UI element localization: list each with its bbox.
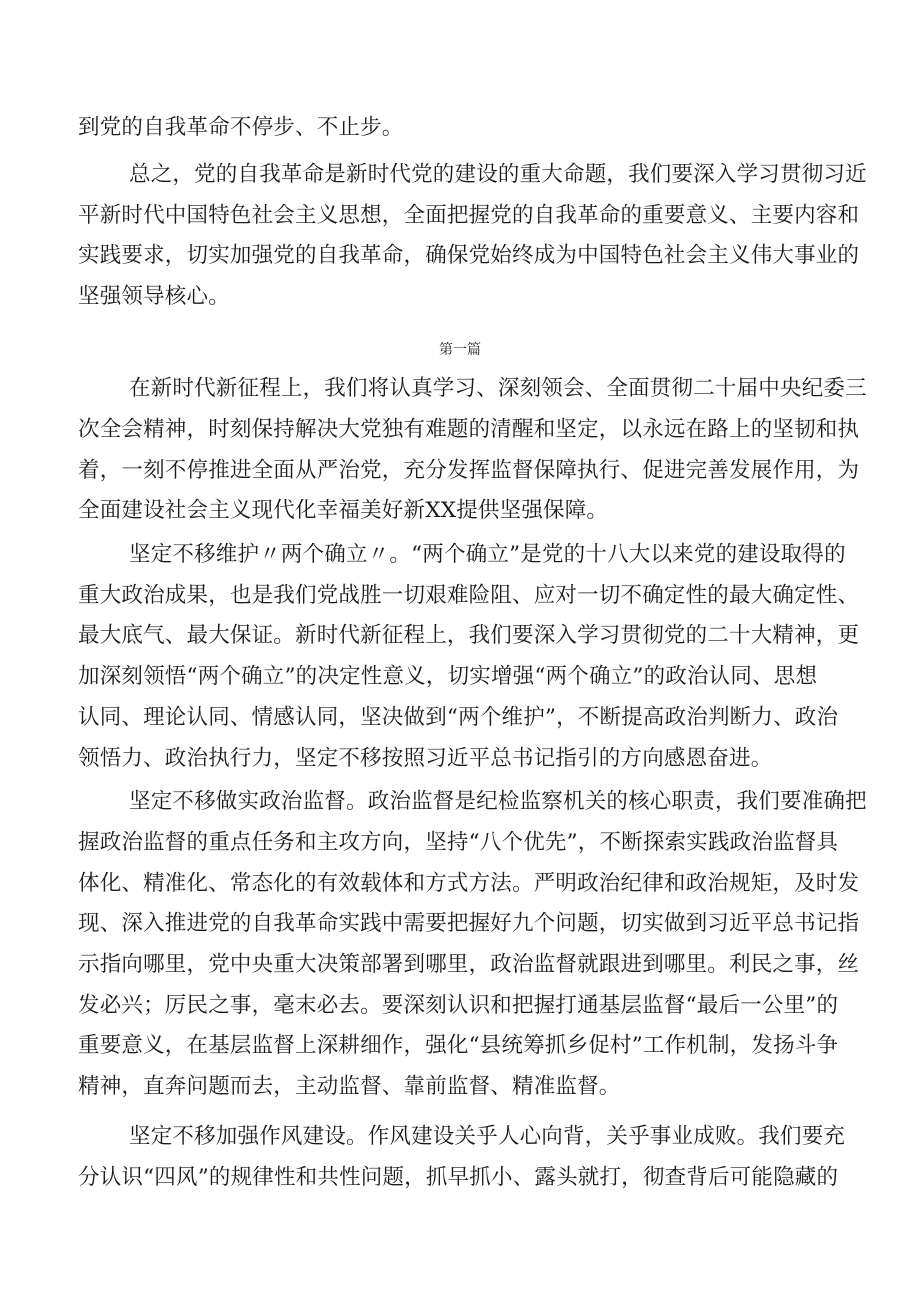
text-line: 重要意义，在基层监督上深耕细作，强化“县统筹抓乡促村”工作机制，发扬斗争 <box>78 1033 839 1058</box>
text-line: 最大底气、最大保证。新时代新征程上，我们要深入学习贯彻党的二十大精神，更 <box>78 623 860 648</box>
text-line: 坚强领导核心。 <box>78 284 230 309</box>
text-line: 加深刻领悟“两个确立”的决定性意义，切实增强“两个确立”的政治认同、思想 <box>78 664 818 689</box>
text-line: 坚定不移做实政治监督。政治监督是纪检监察机关的核心职责，我们要准确把 <box>129 789 867 814</box>
text-line: 全面建设社会主义现代化幸福美好新XX提供坚强保障。 <box>78 498 609 523</box>
text-line: 重大政治成果，也是我们党战胜一切艰难险阻、应对一切不确定性的最大确定性、 <box>78 583 860 608</box>
text-line: 握政治监督的重点任务和主攻方向，坚持“八个优先”，不断探索实践政治监督具 <box>78 830 839 855</box>
text-line: 发必兴；厉民之事，毫末必去。要深刻认识和把握打通基层监督“最后一公里”的 <box>78 993 839 1018</box>
text-line: 总之，党的自我革命是新时代党的建设的重大命题，我们要深入学习贯彻习近 <box>129 162 867 187</box>
text-line: 认同、理论认同、情感认同，坚决做到“两个维护”，不断提高政治判断力、政治 <box>78 705 839 730</box>
text-line: 领悟力、政治执行力，坚定不移按照习近平总书记指引的方向感恩奋进。 <box>78 746 773 771</box>
text-line: 实践要求，切实加强党的自我革命，确保党始终成为中国特色社会主义伟大事业的 <box>78 243 860 268</box>
text-line: 着，一刻不停推进全面从严治党，充分发挥监督保障执行、促进完善发展作用，为 <box>78 458 860 483</box>
text-line: 次全会精神，时刻保持解决大党独有难题的清醒和坚定，以永远在路上的坚韧和执 <box>78 417 860 442</box>
text-line: 平新时代中国特色社会主义思想，全面把握党的自我革命的重要意义、主要内容和 <box>78 203 860 228</box>
text-line: 坚定不移维护〃两个确立〃。“两个确立”是党的十八大以来党的建设取得的 <box>129 542 846 567</box>
text-line: 到党的自我革命不停步、不止步。 <box>78 115 404 140</box>
text-line: 示指向哪里，党中央重大决策部署到哪里，政治监督就跟进到哪里。利民之事，丝 <box>78 952 860 977</box>
section-heading: 第一篇 <box>439 342 481 358</box>
text-line: 现、深入推进党的自我革命实践中需要把握好九个问题，切实做到习近平总书记指 <box>78 911 860 936</box>
text-line: 分认识“四风”的规律性和共性问题，抓早抓小、露头就打，彻查背后可能隐藏的 <box>78 1165 839 1190</box>
text-line: 在新时代新征程上，我们将认真学习、深刻领会、全面贯彻二十届中央纪委三 <box>129 376 867 401</box>
text-line: 坚定不移加强作风建设。作风建设关乎人心向背，关乎事业成败。我们要充 <box>129 1124 846 1149</box>
text-line: 精神，直奔问题而去，主动监督、靠前监督、精准监督。 <box>78 1074 621 1099</box>
text-line: 体化、精准化、常态化的有效载体和方式方法。严明政治纪律和政治规矩，及时发 <box>78 871 860 896</box>
